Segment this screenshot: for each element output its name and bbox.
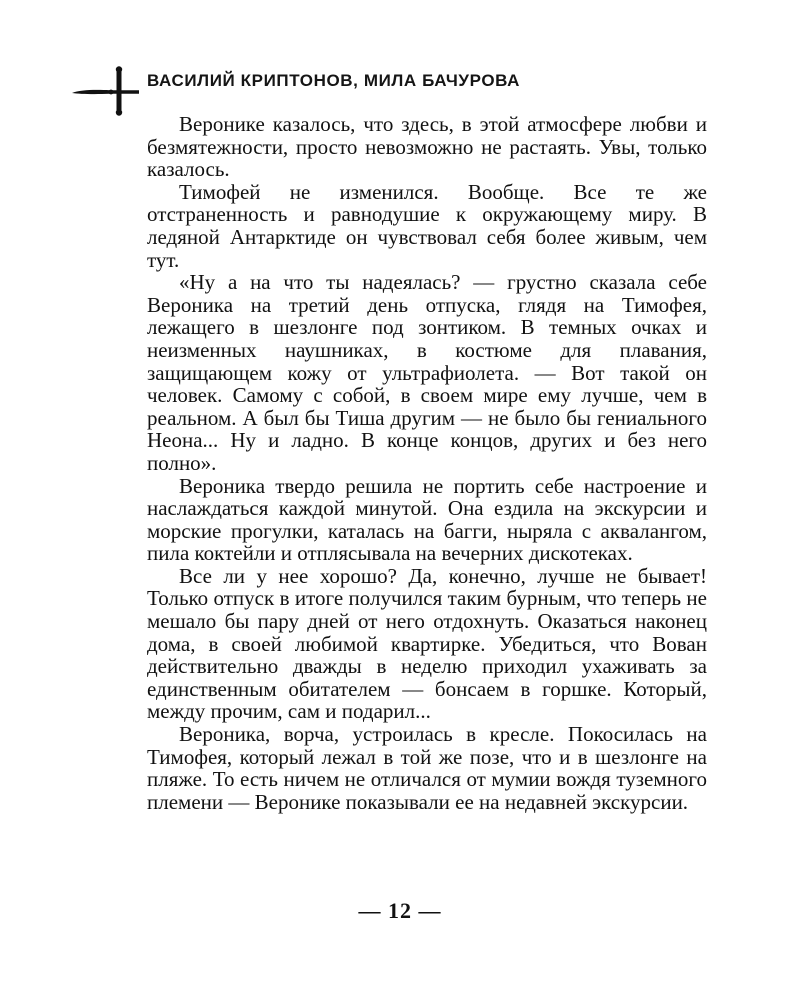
paragraph: Вероника твердо решила не портить себе настроение и наслаждаться каждой минутой. Она ездила на экскурсии и морские прогулки, каталась на багги, ныряла с аквалангом, пила коктейли и отплясывала на вечерних дискотеках.: [147, 473, 707, 566]
paragraph: Вероника, ворча, устроилась в кресле. Покосилась на Тимофея, который лежал в той же позе, что и в шезлонге на пляже. То есть ничем не отличался от мумии вождя туземного племени — Веронике показывали ее на недавней экскурсии.: [147, 722, 707, 814]
running-head: [70, 66, 710, 116]
body-text: [147, 113, 707, 813]
page-number: — 12 —: [358, 898, 442, 923]
paragraph: Все ли у нее хорошо? Да, конечно, лучше не бывает! Только отпуск в итоге получился таким бурным, что теперь не мешало бы пару дней от него отдохнуть. Оказаться наконец дома, в своей любимой квартирке. Убедиться, что Вован действительно дважды в неделю приходил ухаживать за единственным обитателем — бонсаем в горшке. Который, между прочим, сам и подарил...: [147, 563, 707, 724]
running-head-authors: ВАСИЛИЙ КРИПТОНОВ, МИЛА БАЧУРОВА: [147, 71, 521, 90]
paragraph: Тимофей не изменился. Вообще. Все те же отстраненность и равнодушие к окружающему миру. В ледяной Антарктиде он чувствовал себя более живым, чем тут.: [147, 179, 707, 272]
paragraph: Веронике казалось, что здесь, в этой атмосфере любви и безмятежности, просто невозможно не растаять. Увы, только казалось.: [147, 112, 707, 182]
paragraph: «Ну а на что ты надеялась? — грустно сказала себе Вероника на третий день отпуска, глядя на Тимофея, лежащего в шезлонге под зонтиком. В темных очках и неизменных наушниках, в костюме для плавания, защищающем кожу от ультрафиолета. — Вот такой он человек. Самому с собой, в своем мире ему лучше, чем в реальном. А был бы Тиша другим — не было бы гениального Неона... Ну и ладно. В конце концов, других и без него полно».: [147, 270, 707, 475]
cross-dagger-ornament-icon: [70, 66, 140, 116]
